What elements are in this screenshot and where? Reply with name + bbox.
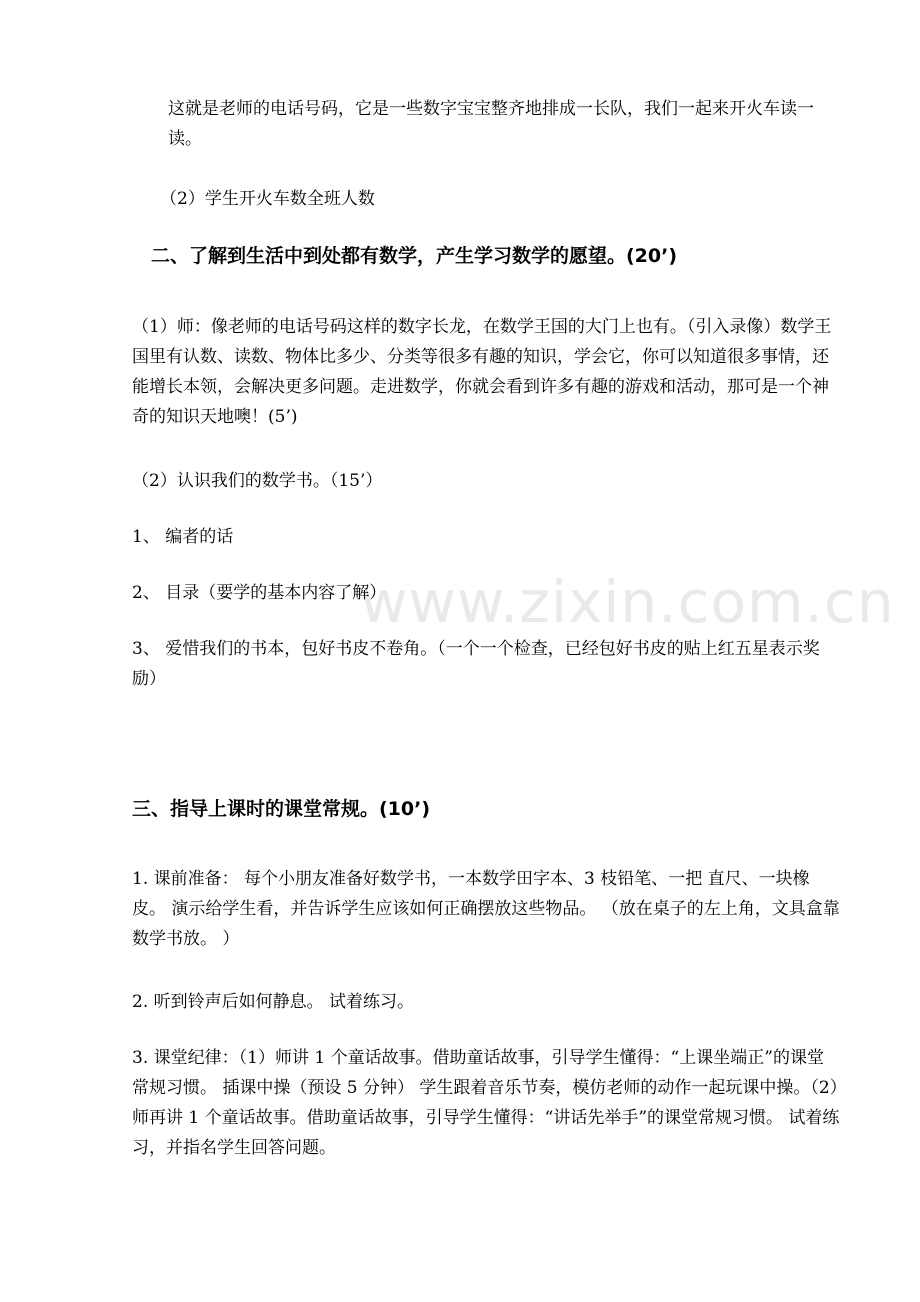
intro-paragraph-2: （2）学生开火车数全班人数: [160, 189, 375, 209]
section-3-heading: 三、指导上课时的课堂常规。(10’): [132, 798, 431, 820]
section-3-paragraph-3: 3. 课堂纪律：（1）师讲 1 个童话故事。借助童话故事，引导学生懂得：“上课坐端正”的课堂常规习惯。 插课中操（预设 5 分钟） 学生跟着音乐节奏，模仿老师的动作一起玩课中操。（2）师再讲 1 个童话故事。借助童话故事，引导学生懂得：“讲话先举手”的课堂常规习惯。 试着练习，并指名学生回答问题。: [132, 1048, 840, 1158]
section-2-heading: 二、了解到生活中到处都有数学，产生学习数学的愿望。(20’): [151, 245, 678, 267]
intro-paragraph-1: 这就是老师的电话号码，它是一些数字宝宝整齐地排成一长队，我们一起来开火车读一读。: [168, 99, 814, 149]
list-item: 1、 编者的话: [132, 527, 234, 547]
list-item: 2、 目录（要学的基本内容了解）: [132, 583, 387, 603]
section-3-paragraph-2: 2. 听到铃声后如何静息。 试着练习。: [132, 992, 415, 1012]
section-2-paragraph-2: （2）认识我们的数学书。（15’）: [132, 471, 383, 491]
watermark: www.zixin.com.cn: [360, 568, 895, 636]
section-2-paragraph-1: （1）师：像老师的电话号码这样的数字长龙，在数学王国的大门上也有。（引入录像）数学王国里有认数、读数、物体比多少、分类等很多有趣的知识，学会它，你可以知道很多事情，还能增长本领，会解决更多问题。走进数学，你就会看到许多有趣的游戏和活动，那可是一个神奇的知识天地噢！(5’): [132, 317, 832, 427]
section-3-paragraph-1: 1. 课前准备： 每个小朋友准备好数学书，一本数学田字本、3 枝铅笔、一把 直尺、一块橡皮。 演示给学生看，并告诉学生应该如何正确摆放这些物品。 （放在桌子的左上角，文具盒靠数学书放。 ）: [132, 869, 840, 949]
list-item: 3、 爱惜我们的书本，包好书皮不卷角。（一个一个检查，已经包好书皮的贴上红五星表示奖励）: [132, 639, 820, 689]
